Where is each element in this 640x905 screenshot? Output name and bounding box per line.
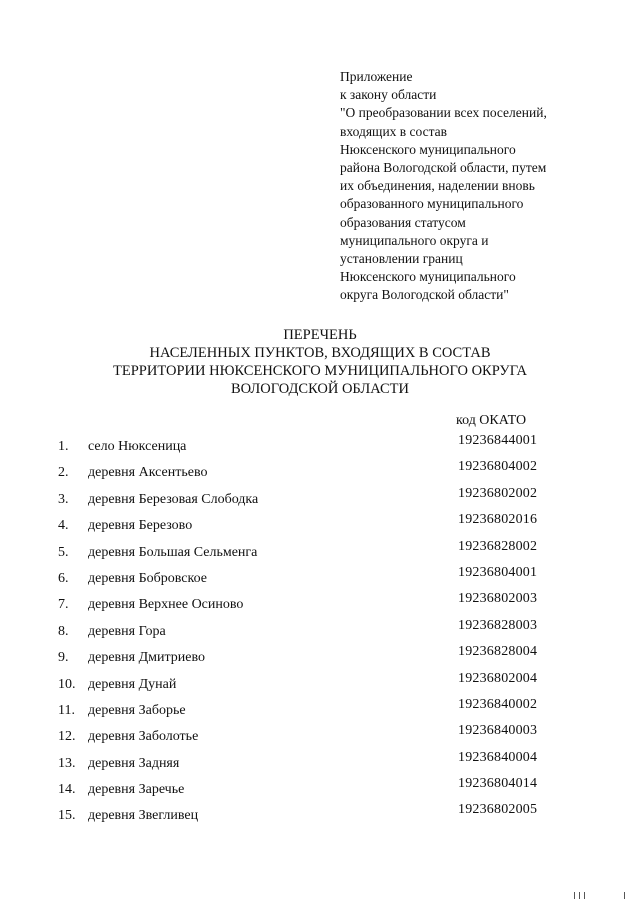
appendix-line: установлении границ bbox=[340, 251, 463, 267]
document-title bbox=[0, 326, 640, 398]
list-item bbox=[0, 566, 640, 592]
settlement-name: деревня Березовая Слободка bbox=[88, 491, 259, 507]
list-item bbox=[0, 513, 640, 539]
appendix-line: муниципального округа и bbox=[340, 232, 489, 248]
okato-code: 19236804002 bbox=[458, 459, 538, 475]
okato-code: 19236802004 bbox=[458, 670, 538, 686]
settlement-name: деревня Аксентьево bbox=[88, 465, 208, 481]
settlement-name: деревня Гора bbox=[88, 623, 166, 639]
list-item bbox=[0, 803, 640, 829]
title-line: ВОЛОГОДСКОЙ ОБЛАСТИ bbox=[231, 381, 409, 397]
list-item bbox=[0, 619, 640, 645]
appendix-line: входящих в состав bbox=[340, 123, 448, 139]
okato-code: 19236840002 bbox=[458, 696, 538, 712]
okato-code: 19236828002 bbox=[458, 538, 538, 554]
settlement-name: деревня Заборье bbox=[88, 702, 186, 718]
okato-code: 19236802002 bbox=[458, 485, 538, 501]
list-item bbox=[0, 751, 640, 777]
okato-code: 19236802003 bbox=[458, 591, 538, 607]
title-line: НАСЕЛЕННЫХ ПУНКТОВ, ВХОДЯЩИХ В СОСТАВ bbox=[149, 345, 491, 361]
okato-code: 19236802005 bbox=[458, 802, 538, 818]
list-item bbox=[0, 540, 640, 566]
list-item bbox=[0, 645, 640, 671]
list-item bbox=[0, 698, 640, 724]
appendix-line: образованного муниципального bbox=[340, 196, 524, 212]
title-line: ТЕРРИТОРИИ НЮКСЕНСКОГО МУНИЦИПАЛЬНОГО ОКРУГА bbox=[113, 363, 527, 379]
item-number: 14. bbox=[58, 782, 76, 798]
appendix-line: Нюксенского муниципального bbox=[340, 141, 516, 157]
list-item bbox=[0, 777, 640, 803]
item-number: 8. bbox=[58, 623, 69, 639]
settlement-name: деревня Звегливец bbox=[88, 808, 199, 824]
settlement-name: деревня Дмитриево bbox=[88, 650, 206, 666]
appendix-line: к закону области bbox=[340, 87, 437, 103]
okato-code: 19236840003 bbox=[458, 723, 538, 739]
list-item bbox=[0, 460, 640, 486]
okato-code: 19236804001 bbox=[458, 564, 538, 580]
list-item bbox=[0, 487, 640, 513]
item-number: 1. bbox=[58, 439, 69, 454]
item-number: 4. bbox=[58, 518, 69, 534]
appendix-line: их объединения, наделении вновь bbox=[340, 178, 535, 194]
item-number: 2. bbox=[58, 465, 69, 481]
okato-code: 19236844001 bbox=[458, 433, 538, 448]
settlement-name: деревня Березово bbox=[88, 518, 193, 534]
settlement-list bbox=[0, 434, 640, 830]
settlement-name: деревня Бобровское bbox=[88, 570, 207, 586]
okato-column-header: код ОКАТО bbox=[456, 413, 527, 428]
settlement-name: деревня Задняя bbox=[88, 755, 180, 771]
list-item bbox=[0, 592, 640, 618]
item-number: 11. bbox=[58, 702, 75, 718]
okato-code: 19236804014 bbox=[458, 776, 538, 792]
list-item bbox=[0, 672, 640, 698]
okato-code: 19236840004 bbox=[458, 749, 538, 765]
okato-code: 19236828003 bbox=[458, 617, 538, 633]
okato-code: 19236828004 bbox=[458, 644, 538, 660]
list-item bbox=[0, 434, 640, 460]
item-number: 12. bbox=[58, 729, 76, 745]
list-item bbox=[0, 724, 640, 750]
appendix-line: образования статусом bbox=[340, 214, 466, 230]
appendix-note bbox=[340, 68, 630, 305]
item-number: 10. bbox=[58, 676, 76, 692]
appendix-line: округа Вологодской области" bbox=[340, 287, 509, 303]
settlement-name: деревня Заречье bbox=[88, 782, 185, 798]
item-number: 15. bbox=[58, 808, 76, 824]
item-number: 3. bbox=[58, 491, 69, 507]
scan-marks bbox=[570, 892, 630, 902]
item-number: 9. bbox=[58, 650, 69, 666]
item-number: 5. bbox=[58, 544, 69, 560]
okato-code: 19236802016 bbox=[458, 512, 538, 528]
appendix-line: Приложение bbox=[340, 69, 413, 84]
settlement-name: деревня Верхнее Осиново bbox=[88, 597, 244, 613]
title-line: ПЕРЕЧЕНЬ bbox=[283, 327, 357, 343]
appendix-line: "О преобразовании всех поселений, bbox=[340, 105, 547, 121]
item-number: 7. bbox=[58, 597, 69, 613]
item-number: 13. bbox=[58, 755, 76, 771]
settlement-name: деревня Дунай bbox=[88, 676, 177, 692]
settlement-name: село Нюксеница bbox=[88, 439, 187, 454]
settlement-name: деревня Заболотье bbox=[88, 729, 199, 745]
settlement-name: деревня Большая Сельменга bbox=[88, 544, 258, 560]
appendix-line: Нюксенского муниципального bbox=[340, 269, 516, 285]
appendix-line: района Вологодской области, путем bbox=[340, 160, 547, 176]
item-number: 6. bbox=[58, 570, 69, 586]
